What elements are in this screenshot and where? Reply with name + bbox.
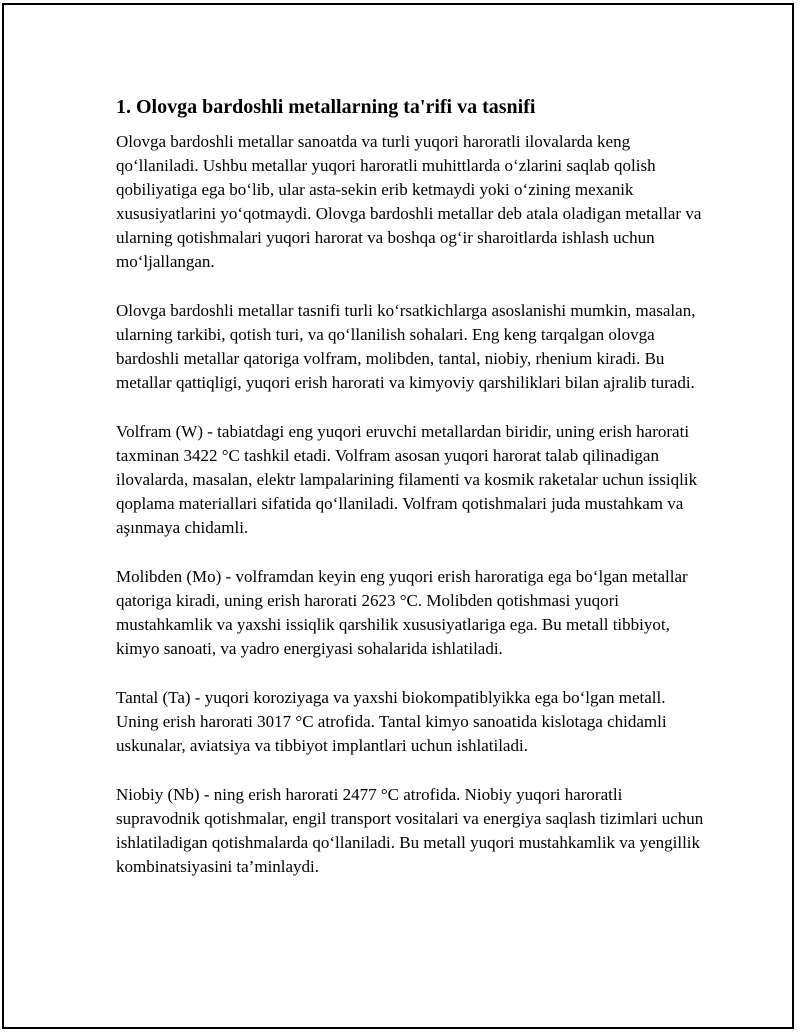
paragraph-introduction: Olovga bardoshli metallar sanoatda va turli yuqori haroratli ilovalarda keng qo‘llaniladi. Ushbu metallar yuqori haroratli muhittlarda o‘zlarini saqlab qolish qobiliyatiga ega bo‘lib, ular asta-sekin erib ketmaydi yoki o‘zining mexanik xususiyatlarini yo‘qotmaydi. Olovga bardoshli metallar deb atala oladigan metallar va ularning qotishmalari yuqori harorat va boshqa og‘ir sharoitlarda ishlash uchun mo‘ljallangan. — [116, 132, 702, 271]
paragraph-tantalum: Tantal (Ta) - yuqori koroziyaga va yaxshi biokompatiblyikka ega bo‘lgan metall. Uning erish harorati 3017 °C atrofida. Tantal kimyo sanoatida kislotaga chidamli uskunalar, aviatsiya va tibbiyot implantlari uchun ishlatiladi. — [116, 688, 667, 755]
paragraph-tungsten: Volfram (W) - tabiatdagi eng yuqori eruvchi metallardan biridir, uning erish harorati taxminan 3422 °C tashkil etadi. Volfram asosan yuqori harorat talab qilinadigan ilovalarda, masalan, elektr lampalarining filamenti va kosmik raketalar uchun issiqlik qoplama materiallari sifatida qo‘llaniladi. Volfram qotishmalari juda mustahkam va aşınmaya chidamli. — [116, 422, 698, 537]
section-title: 1. Olovga bardoshli metallarning ta'rifi va tasnifi — [116, 96, 536, 118]
document-body — [116, 94, 706, 904]
paragraph-niobium: Niobiy (Nb) - ning erish harorati 2477 °C atrofida. Niobiy yuqori haroratli supravodnik qotishmalar, engil transport vositalari va energiya saqlash tizimlari uchun ishlatiladigan qotishmalarda qo‘llaniladi. Bu metall yuqori mustahkamlik va yengillik kombinatsiyasini ta’minlaydi. — [116, 785, 704, 876]
paragraph-molybdenum: Molibden (Mo) - volframdan keyin eng yuqori erish haroratiga ega bo‘lgan metallar qatoriga kiradi, uning erish harorati 2623 °C. Molibden qotishmasi yuqori mustahkamlik va yaxshi issiqlik qarshilik xususiyatlariga ega. Bu metall tibbiyot, kimyo sanoati, va yadro energiyasi sohalarida ishlatiladi. — [116, 567, 688, 658]
paragraph-classification: Olovga bardoshli metallar tasnifi turli ko‘rsatkichlarga asoslanishi mumkin, masalan, ularning tarkibi, qotish turi, va qo‘llanilish sohalari. Eng keng tarqalgan olovga bardoshli metallar qatoriga volfram, molibden, tantal, niobiy, rhenium kiradi. Bu metallar qattiqligi, yuqori erish harorati va kimyoviy qarshiliklari bilan ajralib turadi. — [116, 301, 696, 392]
